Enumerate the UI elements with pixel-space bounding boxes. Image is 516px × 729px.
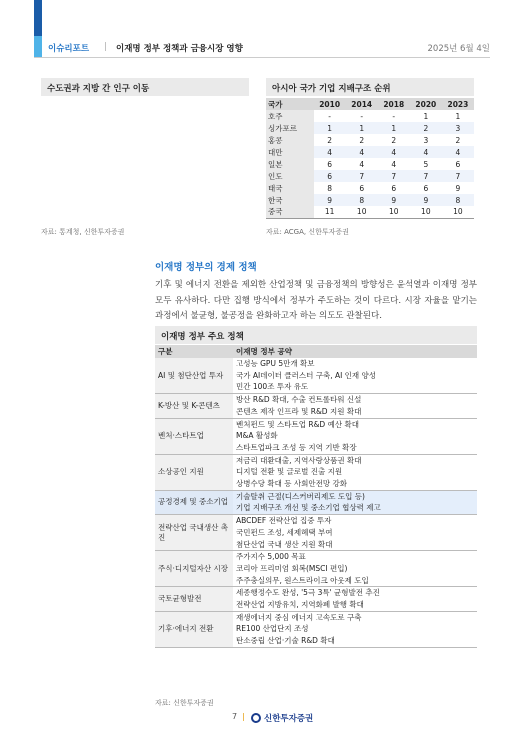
rank-cell: 7	[442, 170, 474, 182]
rank-cell: 6	[391, 183, 397, 193]
rank-cell: 7	[410, 170, 442, 182]
footer-separator: |	[242, 712, 245, 721]
rank-cell: 8	[346, 194, 378, 206]
header-divider	[34, 57, 490, 58]
table-header-row	[266, 98, 474, 110]
section-title: 이재명 정부의 경제 정책	[155, 262, 257, 273]
table-row	[155, 394, 477, 406]
policy-category: 벤처·스타트업	[155, 418, 233, 454]
rank-cell: 2	[359, 135, 365, 145]
table-row	[155, 358, 477, 370]
right-box-source: 자료: ACGA, 신한투자증권	[266, 228, 349, 236]
table-row	[266, 146, 474, 158]
policy-item: 콘텐츠 제작 인프라 및 R&D 지원 확대	[233, 406, 477, 418]
rank-cell: 7	[346, 170, 378, 182]
rank-cell: 2	[327, 135, 333, 145]
policy-category: 국토균형발전	[155, 587, 233, 611]
rank-cell: 9	[455, 183, 461, 193]
policy-item: 디지털 전환 및 글로벌 진출 지원	[236, 467, 343, 477]
brand-name: 신한투자증권	[264, 714, 314, 724]
rank-cell: 1	[455, 111, 461, 121]
policy-item: 벤처펀드 및 스타트업 R&D 예산 확대	[236, 419, 359, 429]
policy-category: 공정경제 및 중소기업	[155, 490, 233, 514]
policy-item: 세종행정수도 완성, '5극 3특' 균형발전 추진	[236, 588, 380, 598]
policy-category: 기후·에너지 전환	[155, 611, 233, 647]
left-box-title: 수도권과 지방 간 인구 이동	[41, 78, 249, 96]
policy-category: AI 및 첨단산업 투자	[155, 358, 233, 394]
policy-item: 주가지수 5,000 목표	[236, 552, 306, 562]
policy-table	[155, 345, 477, 648]
rank-cell: 4	[391, 159, 397, 169]
rank-cell: 8	[442, 194, 474, 206]
policy-item: RE100 산업단지 조성	[236, 624, 309, 634]
policy-category: 소상공인 지원	[155, 454, 233, 490]
rank-cell: 1	[314, 122, 346, 134]
column-header: 구분	[155, 345, 233, 358]
country-cell: 싱가포르	[266, 122, 314, 134]
rank-cell: -	[328, 111, 331, 121]
section-body: 기후 및 에너지 전환을 제외한 산업정책 및 금융정책의 방향성은 윤석열과 이재명 정부 모두 유사하다. 다만 집행 방식에서 정부가 주도하는 것이 다르다. 시장 자율을 맡기는 과정에서 불균형, 불공정을 완화하고자 하는 의도도 관찰된다.	[155, 280, 477, 321]
policy-item: 기술탈취 근절(디스커버리제도 도입 등)	[233, 490, 477, 502]
table-row	[155, 490, 477, 502]
table-row	[266, 194, 474, 206]
policy-item: 전략산업 지방유치, 지역화폐 발행 확대	[233, 599, 477, 611]
policy-item: 탄소중립 산업·기술 R&D 확대	[233, 635, 477, 647]
policy-category: 전략산업 국내생산 촉진	[155, 515, 233, 551]
table-row	[266, 110, 474, 122]
page-number: 7	[232, 712, 238, 721]
page-footer	[0, 712, 516, 724]
policy-item: 방산 R&D 확대, 수출 컨트롤타워 신설	[236, 395, 362, 405]
country-cell: 한국	[266, 194, 314, 206]
column-header: 이재명 정부 공약	[233, 345, 477, 358]
rank-cell: 1	[346, 122, 378, 134]
accent-bar-light	[34, 36, 42, 58]
rank-cell: 2	[391, 135, 397, 145]
table-header-row	[155, 345, 477, 358]
rank-cell: 4	[410, 146, 442, 158]
table-row	[266, 134, 474, 146]
policy-item: M&A 활성화	[236, 431, 278, 441]
population-chart-area	[41, 99, 249, 223]
left-box-source: 자료: 통계청, 신한투자증권	[41, 228, 125, 236]
column-header: 국가	[266, 98, 314, 110]
rank-cell: 8	[327, 183, 333, 193]
country-cell: 태국	[266, 182, 314, 194]
column-header: 2010	[314, 98, 346, 110]
table-row	[155, 611, 477, 623]
rank-cell: 1	[378, 122, 410, 134]
column-header: 2014	[346, 98, 378, 110]
table-row	[155, 587, 477, 599]
table-row	[266, 206, 474, 218]
policy-category: K-방산 및 K-콘텐츠	[155, 394, 233, 418]
policy-item: 민간 100조 투자 유도	[233, 381, 477, 393]
table-row	[155, 515, 477, 527]
policy-category: 주식·디지털자산 시장	[155, 551, 233, 587]
country-cell: 중국	[266, 206, 314, 218]
policy-item: 스타트업파크 조성 등 지역 기반 확장	[233, 442, 477, 454]
country-cell: 호주	[266, 110, 314, 122]
rank-cell: 10	[346, 206, 378, 218]
rank-cell: 6	[423, 183, 429, 193]
policy-item: 국가 AI데이터 클러스터 구축, AI 인재 양성	[236, 370, 377, 380]
rank-cell: -	[360, 111, 364, 121]
rank-cell: 11	[314, 206, 346, 218]
report-title: 이재명 정부 정책과 금융시장 영향	[116, 44, 243, 54]
rank-cell: -	[392, 111, 396, 121]
rank-cell: 9	[314, 194, 346, 206]
policy-item: 재생에너지 중심 에너지 고속도로 구축	[236, 612, 362, 622]
rank-cell: 10	[378, 206, 410, 218]
rank-cell: 2	[410, 122, 442, 134]
rank-cell: 4	[346, 146, 378, 158]
country-cell: 일본	[266, 158, 314, 170]
country-cell: 대만	[266, 146, 314, 158]
rank-cell: 6	[359, 183, 365, 193]
rank-cell: 6	[314, 170, 346, 182]
column-header: 2020	[410, 98, 442, 110]
table-row	[266, 122, 474, 134]
rank-cell: 1	[423, 111, 429, 121]
governance-ranking-table	[266, 98, 474, 219]
report-date: 2025년 6월 4일	[427, 44, 490, 54]
right-box-title: 아시아 국가 기업 지배구조 순위	[266, 78, 474, 96]
column-header: 2023	[442, 98, 474, 110]
rank-cell: 6	[455, 159, 461, 169]
table-row	[266, 182, 474, 194]
rank-cell: 2	[455, 135, 461, 145]
rank-cell: 4	[314, 146, 346, 158]
header-separator: |	[104, 42, 107, 52]
column-header: 2018	[378, 98, 410, 110]
table-row	[155, 418, 477, 430]
rank-cell: 4	[378, 146, 410, 158]
report-category: 이슈리포트	[48, 44, 90, 54]
country-cell: 인도	[266, 170, 314, 182]
rank-cell: 6	[327, 159, 333, 169]
policy-item: 코리아 프리미엄 회복(MSCI 편입)	[236, 563, 348, 573]
rank-cell: 9	[378, 194, 410, 206]
rank-cell: 10	[410, 206, 442, 218]
rank-cell: 4	[359, 159, 365, 169]
policy-item: 고성능 GPU 5만개 확보	[236, 359, 315, 368]
rank-cell: 4	[442, 146, 474, 158]
country-cell: 홍콩	[266, 134, 314, 146]
page-header	[48, 40, 490, 54]
policy-source: 자료: 신한투자증권	[155, 699, 214, 707]
policy-item: 첨단산업 국내 생산 지원 확대	[233, 539, 477, 551]
table-row	[266, 170, 474, 182]
policy-item: ABCDEF 전략산업 집중 투자	[236, 516, 332, 526]
accent-bar	[34, 0, 42, 58]
rank-cell: 7	[378, 170, 410, 182]
policy-item: 상병수당 확대 등 사회안전망 강화	[233, 478, 477, 490]
rank-cell: 3	[442, 122, 474, 134]
brand-logo-icon	[251, 713, 261, 723]
table-row	[155, 551, 477, 563]
rank-cell: 9	[410, 194, 442, 206]
rank-cell: 3	[423, 135, 429, 145]
rank-cell: 10	[442, 206, 474, 218]
rank-cell: 5	[423, 159, 429, 169]
policy-item: 주주충실의무, 원스트라이크 아웃제 도입	[233, 575, 477, 587]
policy-box-title: 이재명 정부 주요 정책	[155, 326, 477, 344]
policy-item: 국민펀드 조성, 세제혜택 부여	[236, 527, 333, 537]
policy-item: 기업 지배구조 개선 및 중소기업 협상력 제고	[233, 502, 477, 514]
table-row	[266, 158, 474, 170]
policy-item: 저금리 대환대출, 지역사랑상품권 확대	[236, 455, 362, 465]
table-row	[155, 454, 477, 466]
